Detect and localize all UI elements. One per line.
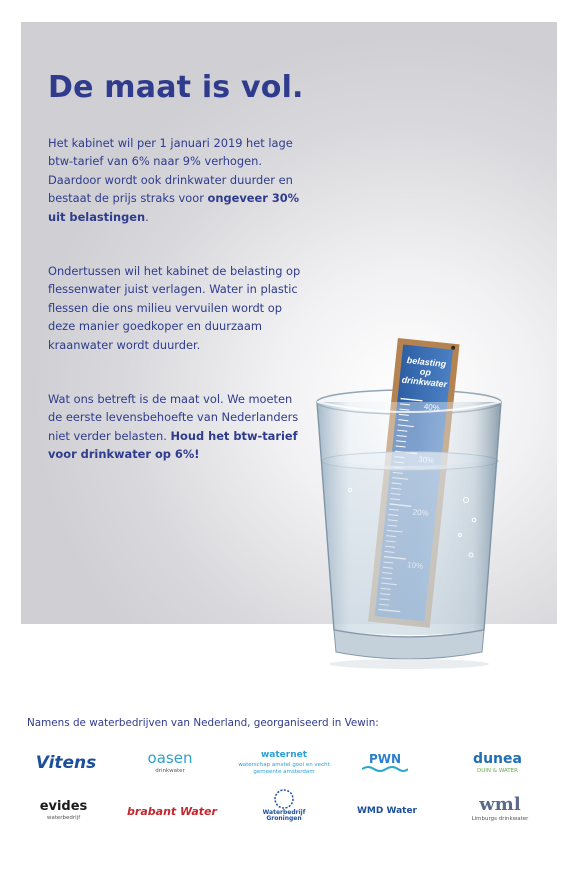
logo-waternet: waternet waterschap amstel gooi en vecht gemeente amsterdam xyxy=(238,750,330,775)
pwn-wave-icon xyxy=(362,765,408,773)
gauge-label-line1: belasting xyxy=(406,355,447,370)
logo-waterbedrijf-groningen: Waterbedrijf Groningen xyxy=(244,786,324,824)
paragraph-call-to-action: Wat ons betreft is de maat vol. We moeten de eerste levensbehoefte van Nederlanders niet verder belasten. Houd het btw-tarief voor drinkwater op 6%! xyxy=(48,392,299,462)
logo-pwn: PWN xyxy=(350,744,420,782)
logo-dunea: dunea DUIN & WATER xyxy=(473,750,522,774)
gauge-label-line3: drinkwater xyxy=(401,374,448,390)
logo-vitens: Vitens xyxy=(35,752,97,773)
logo-evides: evides waterbedrijf xyxy=(39,799,88,822)
logo-wmd-water: WMD Water xyxy=(356,805,417,816)
footer-label: Namens de waterbedrijven van Nederland, georganiseerd in Vewin: xyxy=(27,717,379,729)
water-glass-illustration xyxy=(306,330,516,670)
paragraph-tax-increase: Het kabinet wil per 1 januari 2019 het lage btw-tarief van 6% naar 9% verhogen. Daardoor wordt ook drinkwater duurder en bestaat de prijs straks voor ongeveer 30% uit belastingen. xyxy=(48,136,300,224)
logo-brabant-water: brabant Water xyxy=(127,804,217,818)
glass-body xyxy=(317,402,501,637)
headline: De maat is vol. xyxy=(48,70,304,105)
logo-oasen: oasen drinkwater xyxy=(147,749,193,775)
paragraph-bottled-water: Ondertussen wil het kabinet de belasting op flessenwater juist verlagen. Water in plastic flessen die ons milieu vervuilen wordt op deze manier goedkoper en duurzaam kraanwater wordt duurder. xyxy=(48,264,301,352)
groningen-circle-icon xyxy=(273,788,295,810)
gauge-label-line2: op xyxy=(419,366,432,378)
logo-grid xyxy=(20,740,565,840)
logo-wml: wml Limburgs drinkwater xyxy=(471,793,529,822)
